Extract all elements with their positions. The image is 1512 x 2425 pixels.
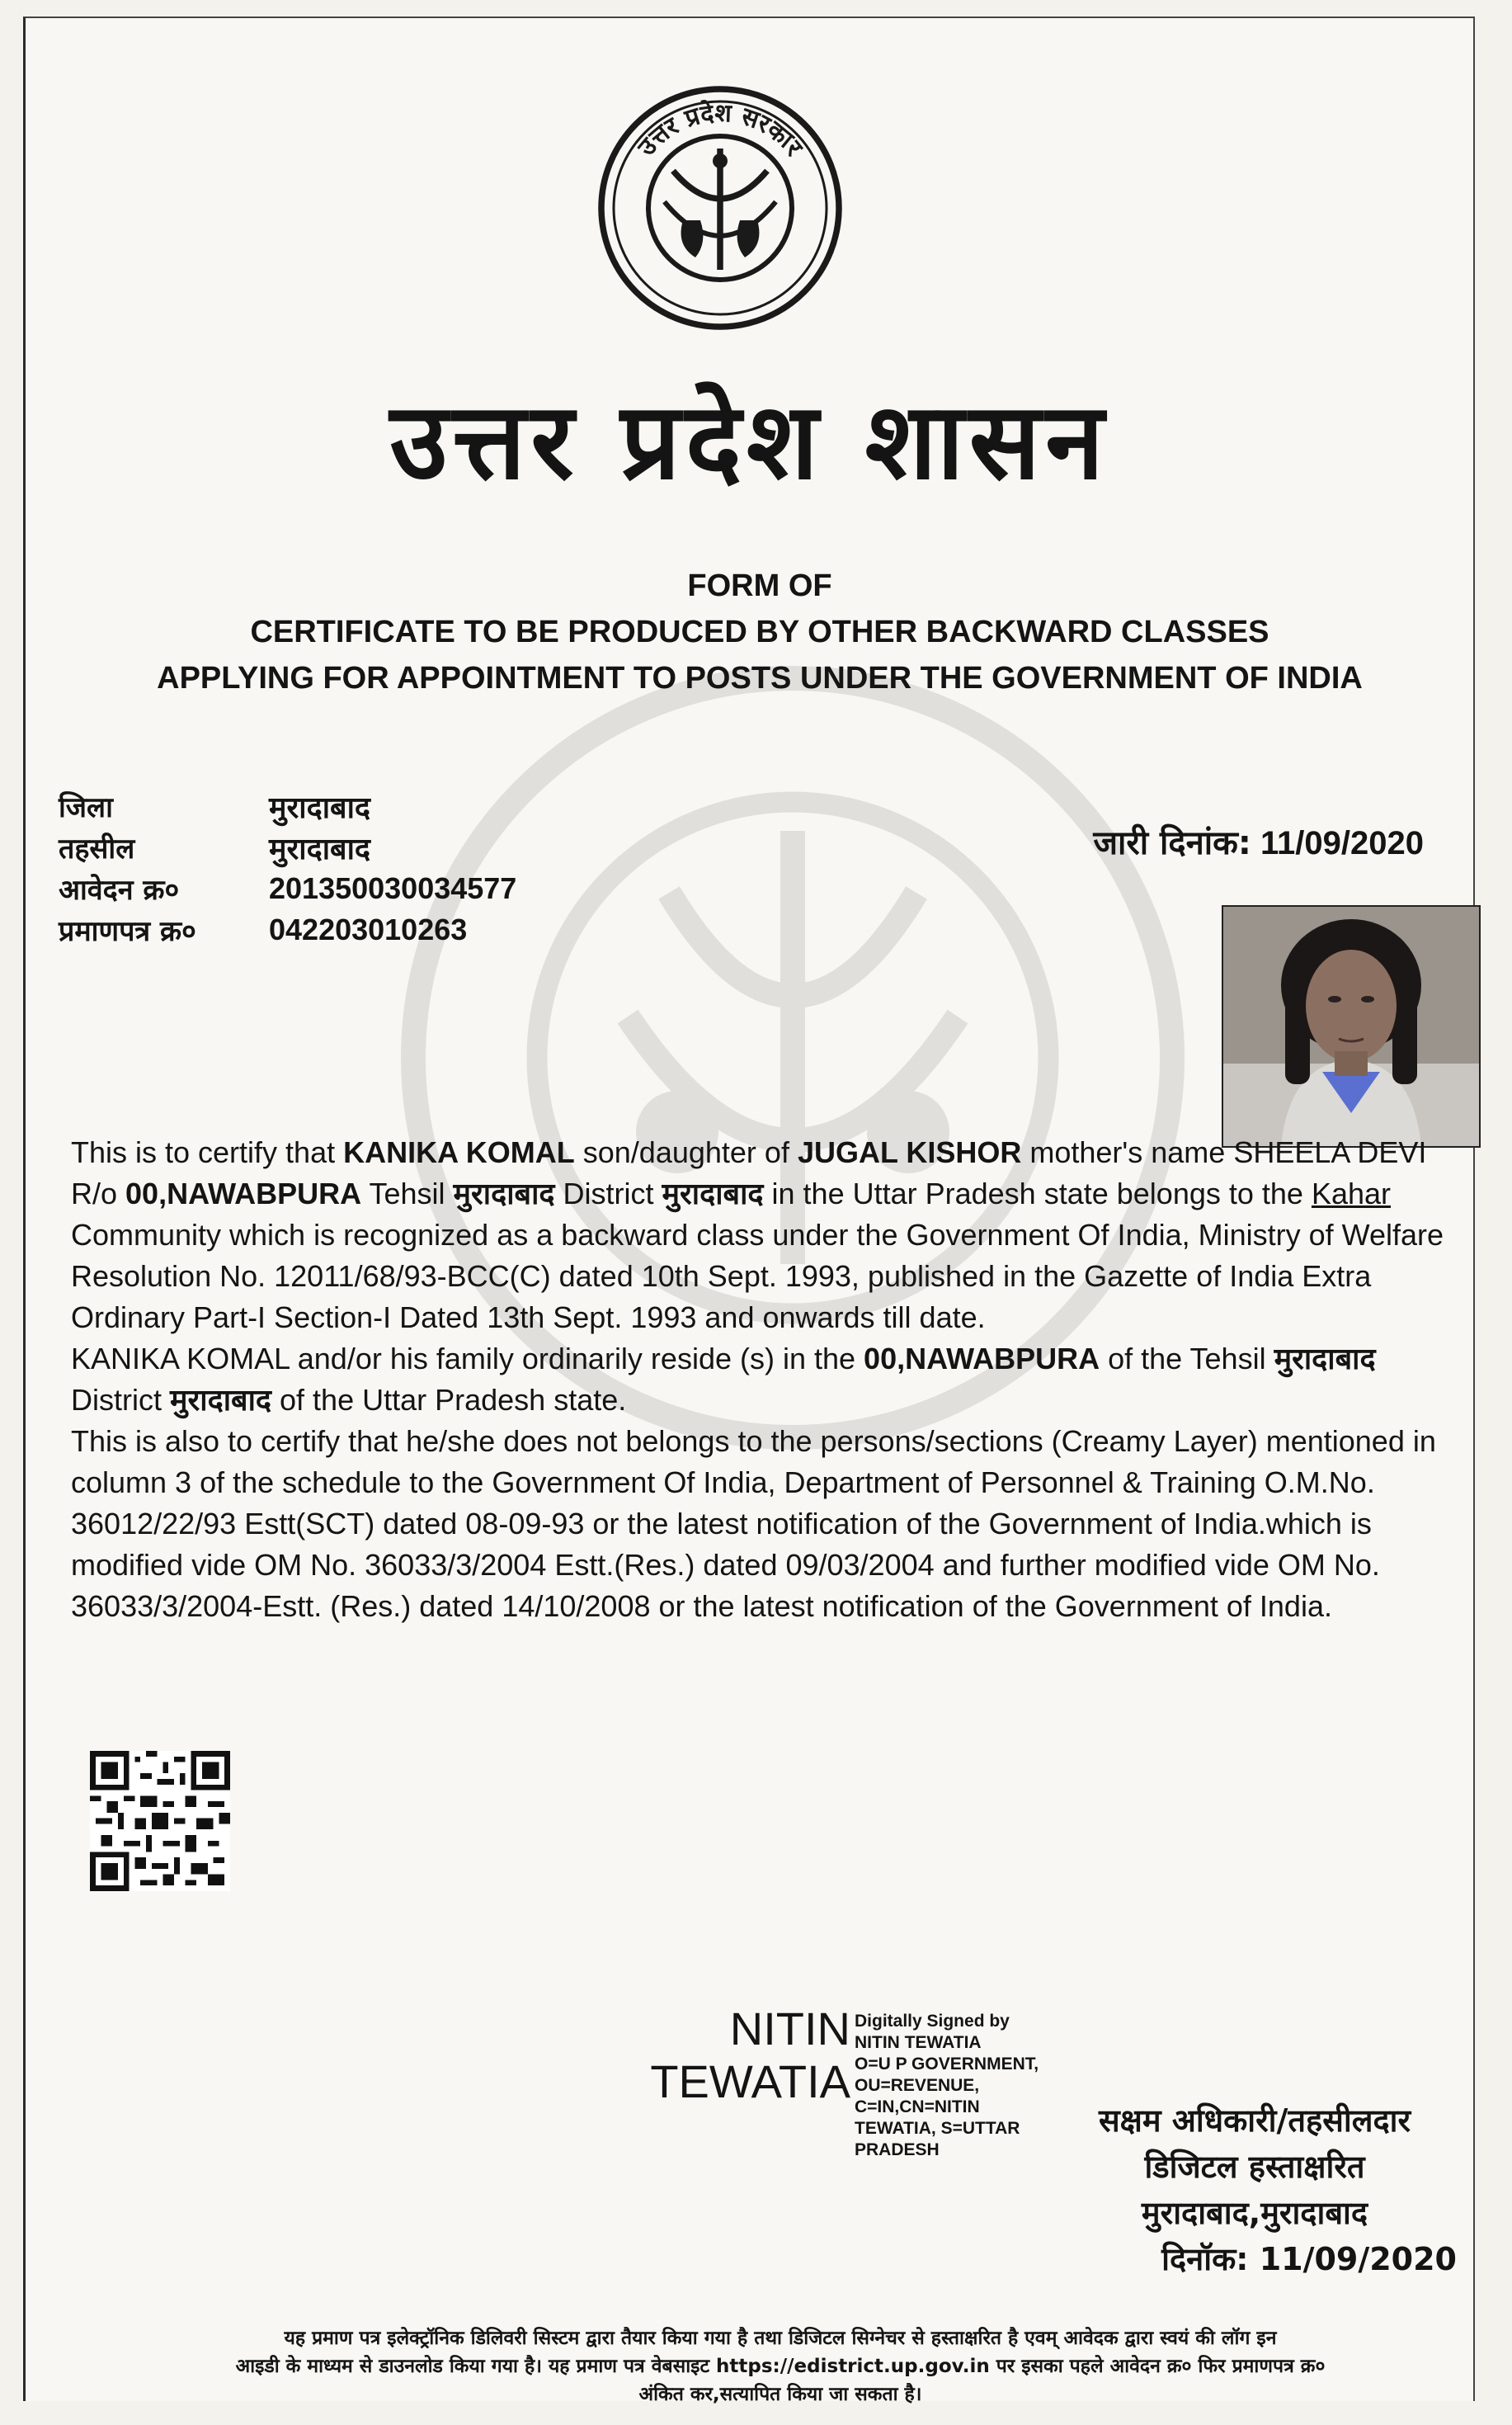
address: 00,NAWABPURA — [125, 1177, 362, 1210]
officer-location: मुरादाबाद,मुरादाबाद — [1141, 2195, 1368, 2231]
signature-detail-line: NITIN TEWATIA — [855, 2033, 982, 2052]
meta-value: मुरादाबाद — [269, 790, 371, 825]
community: Kahar — [1311, 1177, 1392, 1210]
meta-value: 042203010263 — [269, 913, 468, 946]
officer-designation: सक्षम अधिकारी/तहसीलदार — [1098, 2102, 1411, 2139]
text: of the Tehsil — [1100, 1342, 1274, 1375]
meta-label: तहसील — [59, 833, 135, 866]
digital-signer-name — [619, 2003, 850, 2108]
issuing-officer-block — [1040, 2097, 1469, 2282]
text: Tehsil — [361, 1177, 454, 1210]
body-paragraph-3: This is also to certify that he/she does not belongs to the persons/sections (Creamy Layer) mentioned in column 3 of the schedule to the Government Of India, Department of Personnel & Training O.M.No. 36012/22/93 Estt(SCT) dated 08-09-93 or the latest notification of the Government of India.which is modified vide OM No. 36033/3/2004 Estt.(Res.) dated 09/03/2004 and further modified vide OM No. 36033/3/2004-Estt. (Res.) dated 14/10/2008 or the latest notification of the Government of India. — [71, 1424, 1436, 1623]
footer-line: आइडी के माध्यम से डाउनलोड किया गया है। यह प्रमाण पत्र वेबसाइट https://edistrict.up.gov.in पर इसका पहले आवेदन क्र० फिर प्रमाणपत्र क्र० — [235, 2356, 1326, 2377]
up-government-emblem — [596, 84, 844, 332]
tehsil: मुरादाबाद — [453, 1177, 555, 1210]
officer-date-value: 11/09/2020 — [1259, 2241, 1457, 2277]
text: District — [71, 1383, 170, 1417]
certificate-body — [71, 1132, 1473, 1627]
meta-value: मुरादाबाद — [269, 832, 371, 866]
text: in the Uttar Pradesh state belongs to the — [763, 1177, 1312, 1210]
body-paragraph-1 — [71, 1132, 1473, 1338]
signature-detail-line: TEWATIA, S=UTTAR — [855, 2119, 1020, 2138]
signature-detail-line: O=U P GOVERNMENT, — [855, 2055, 1039, 2074]
text: R/o — [71, 1177, 126, 1210]
footer-note — [75, 2324, 1486, 2408]
meta-row-tehsil — [59, 827, 516, 868]
qr-code[interactable] — [90, 1751, 230, 1891]
father-name: JUGAL KISHOR — [797, 1135, 1022, 1169]
text: District — [554, 1177, 662, 1210]
text: of the Uttar Pradesh state. — [271, 1383, 627, 1417]
signature-detail-line: C=IN,CN=NITIN — [855, 2097, 980, 2116]
form-heading-line: APPLYING FOR APPOINTMENT TO POSTS UNDER THE GOVERNMENT OF INDIA — [157, 661, 1363, 696]
mother-name: SHEELA DEVI — [1233, 1135, 1427, 1169]
meta-row-certificate-no — [59, 909, 516, 951]
issue-date — [1093, 819, 1424, 864]
address: 00,NAWABPURA — [864, 1342, 1100, 1375]
text: and/or his family ordinarily reside (s) in the — [289, 1342, 864, 1375]
meta-value: 201350030034577 — [269, 871, 517, 905]
signer-last-name: TEWATIA — [650, 2055, 850, 2107]
form-heading-line: FORM OF — [687, 569, 832, 603]
body-paragraph-2 — [71, 1338, 1473, 1421]
district: मुरादाबाद — [662, 1177, 764, 1210]
officer-digital-signed: डिजिटल हस्ताक्षरित — [1144, 2149, 1365, 2185]
digital-signature-details — [855, 2011, 1069, 2161]
applicant-name: KANIKA KOMAL — [71, 1342, 290, 1375]
certificate-meta — [59, 786, 516, 951]
officer-date-label: दिनॉक: — [1161, 2241, 1249, 2277]
meta-row-application-no — [59, 868, 516, 909]
applicant-photo — [1222, 905, 1481, 1148]
signature-detail-line: PRADESH — [855, 2140, 940, 2159]
text: mother's name — [1021, 1135, 1234, 1169]
meta-row-district — [59, 786, 516, 827]
signature-detail-line: Digitally Signed by — [855, 2012, 1010, 2031]
tehsil: मुरादाबाद — [1274, 1342, 1376, 1375]
meta-label: जिला — [59, 791, 113, 824]
text: This is to certify that — [71, 1135, 344, 1169]
emblem-text: उत्तर प्रदेश सरकार — [632, 98, 808, 162]
signer-first-name: NITIN — [729, 2003, 850, 2055]
issue-date-label: जारी दिनांक: — [1093, 824, 1251, 862]
applicant-name: KANIKA KOMAL — [343, 1135, 575, 1169]
text: son/daughter of — [574, 1135, 798, 1169]
issue-date-value: 11/09/2020 — [1260, 825, 1424, 861]
meta-label: आवेदन क्र० — [59, 874, 180, 907]
certificate-sheet — [23, 17, 1475, 2405]
meta-label: प्रमाणपत्र क्र० — [59, 915, 196, 948]
district: मुरादाबाद — [170, 1383, 272, 1417]
text: Community which is recognized as a backward class under the Government Of India, Ministry of Welfare Resolution No. 12011/68/93-BCC(C) dated 10th Sept. 1993, published in the Gazette of India Extra Ordinary Part-I Section-I Dated 13th Sept. 1993 and onwards till date. — [71, 1218, 1444, 1334]
hindi-title: उत्तर प्रदेश शासन — [389, 380, 1109, 503]
officer-date — [1040, 2236, 1469, 2282]
form-heading — [75, 563, 1444, 701]
form-heading-line: CERTIFICATE TO BE PRODUCED BY OTHER BACKWARD CLASSES — [250, 615, 1269, 649]
signature-detail-line: OU=REVENUE, — [855, 2076, 980, 2095]
footer-line: अंकित कर,सत्यापित किया जा सकता है। — [638, 2384, 922, 2405]
footer-line: यह प्रमाण पत्र इलेक्ट्रॉनिक डिलिवरी सिस्टम द्वारा तैयार किया गया है तथा डिजिटल सिग्नेचर से हस्ताक्षरित है एवम् आवेदक द्वारा स्वयं की लॉग इन — [284, 2328, 1277, 2349]
